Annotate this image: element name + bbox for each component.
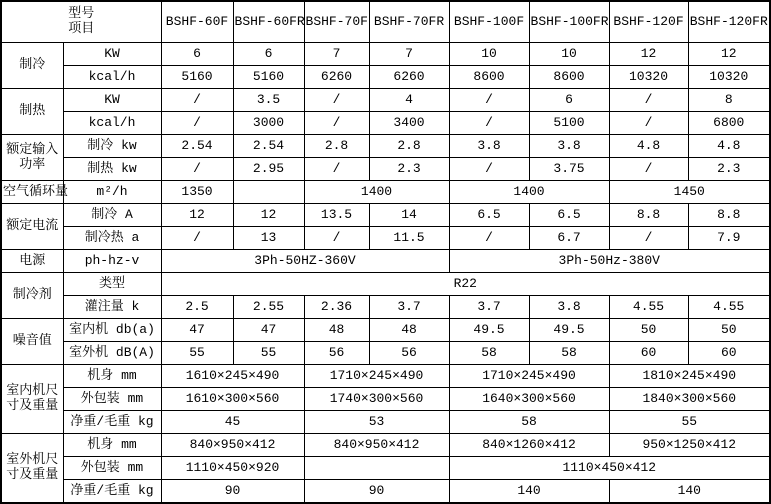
rated-input-label-line2: 功率 <box>19 156 46 172</box>
value-cell: 12 <box>609 43 688 66</box>
value-cell: 3.8 <box>529 296 609 319</box>
value-cell: 3Ph-50Hz-380V <box>449 250 770 273</box>
value-cell: 58 <box>449 411 609 434</box>
value-cell: / <box>449 227 529 250</box>
value-cell: 90 <box>161 480 304 504</box>
value-cell: / <box>161 158 233 181</box>
value-cell <box>304 457 449 480</box>
value-cell: 1640×300×560 <box>449 388 609 411</box>
unit-label: 制冷热 a <box>63 227 161 250</box>
value-cell: 11.5 <box>369 227 449 250</box>
value-cell: 5160 <box>233 66 304 89</box>
value-cell: 2.3 <box>688 158 770 181</box>
value-cell: 60 <box>688 342 770 365</box>
model-header: BSHF-100FR <box>529 1 609 43</box>
unit-label: kcal/h <box>63 66 161 89</box>
corner-item-label: 项目 <box>68 21 95 36</box>
indoor-weight-row <box>1 411 770 434</box>
unit-label: 室外机 dB(A) <box>63 342 161 365</box>
header-row <box>1 1 770 43</box>
value-cell: 3Ph-50HZ-360V <box>161 250 449 273</box>
unit-label: KW <box>63 43 161 66</box>
group-label-rated-input-power <box>1 135 63 181</box>
value-cell: 4 <box>369 89 449 112</box>
value-cell: 4.55 <box>609 296 688 319</box>
rated-input-heating-row <box>1 158 770 181</box>
value-cell: 6260 <box>304 66 369 89</box>
model-header: BSHF-60F <box>161 1 233 43</box>
rated-current-cooling-heating-row <box>1 227 770 250</box>
refrigerant-type-row <box>1 273 770 296</box>
group-label-outdoor-unit-size-weight <box>1 434 63 504</box>
value-cell: / <box>161 112 233 135</box>
value-cell: 7 <box>369 43 449 66</box>
value-cell: 8600 <box>449 66 529 89</box>
corner-model-label: 型号 <box>68 6 95 22</box>
model-header: BSHF-120FR <box>688 1 770 43</box>
value-cell: 6260 <box>369 66 449 89</box>
value-cell: 3000 <box>233 112 304 135</box>
unit-label: 外包装 mm <box>63 388 161 411</box>
indoor-body-row <box>1 365 770 388</box>
unit-label: 室内机 db(a) <box>63 319 161 342</box>
value-cell: 47 <box>233 319 304 342</box>
indoor-unit-label-line1: 室内机尺 <box>6 383 59 399</box>
value-cell: 1710×245×490 <box>304 365 449 388</box>
value-cell: / <box>304 227 369 250</box>
group-label-rated-current: 额定电流 <box>1 204 63 250</box>
value-cell: 140 <box>449 480 609 504</box>
value-cell: 49.5 <box>449 319 529 342</box>
value-cell: 3.7 <box>369 296 449 319</box>
value-cell: R22 <box>161 273 770 296</box>
indoor-packing-row <box>1 388 770 411</box>
value-cell: 6 <box>161 43 233 66</box>
outdoor-unit-label-line2: 寸及重量 <box>6 467 59 482</box>
unit-label: ph-hz-v <box>63 250 161 273</box>
rated-current-cooling-row <box>1 204 770 227</box>
unit-label: 制冷 kw <box>63 135 161 158</box>
outdoor-body-row <box>1 434 770 457</box>
value-cell: 1400 <box>304 181 449 204</box>
outdoor-weight-row <box>1 480 770 504</box>
value-cell: 840×950×412 <box>304 434 449 457</box>
value-cell: 53 <box>304 411 449 434</box>
value-cell: 50 <box>609 319 688 342</box>
value-cell: 48 <box>369 319 449 342</box>
value-cell: 60 <box>609 342 688 365</box>
group-label-refrigerant: 制冷剂 <box>1 273 63 319</box>
value-cell: / <box>449 89 529 112</box>
value-cell: / <box>609 112 688 135</box>
value-cell: 10320 <box>688 66 770 89</box>
unit-label: KW <box>63 89 161 112</box>
value-cell: 13 <box>233 227 304 250</box>
heating-kcal-row <box>1 112 770 135</box>
value-cell: 2.5 <box>161 296 233 319</box>
air-circulation-row <box>1 181 770 204</box>
model-header: BSHF-60FR <box>233 1 304 43</box>
value-cell: 12 <box>688 43 770 66</box>
value-cell: 2.8 <box>304 135 369 158</box>
value-cell: 58 <box>529 342 609 365</box>
value-cell: 5100 <box>529 112 609 135</box>
group-label-heating: 制热 <box>1 89 63 135</box>
rated-input-label-line1: 额定输入 <box>6 141 59 157</box>
unit-label: 制冷 A <box>63 204 161 227</box>
value-cell: 140 <box>609 480 770 504</box>
value-cell: 8 <box>688 89 770 112</box>
value-cell <box>233 181 304 204</box>
value-cell: 1840×300×560 <box>609 388 770 411</box>
noise-outdoor-row <box>1 342 770 365</box>
value-cell: 4.55 <box>688 296 770 319</box>
value-cell: 840×1260×412 <box>449 434 609 457</box>
value-cell: / <box>609 158 688 181</box>
group-label-air-circulation: 空气循环量 <box>1 181 63 204</box>
value-cell: / <box>449 112 529 135</box>
value-cell: / <box>449 158 529 181</box>
power-supply-row <box>1 250 770 273</box>
value-cell: 45 <box>161 411 304 434</box>
value-cell: 12 <box>233 204 304 227</box>
value-cell: 13.5 <box>304 204 369 227</box>
value-cell: 14 <box>369 204 449 227</box>
value-cell: / <box>609 227 688 250</box>
value-cell: 3400 <box>369 112 449 135</box>
value-cell: 56 <box>304 342 369 365</box>
value-cell: 6.5 <box>529 204 609 227</box>
value-cell: 10 <box>449 43 529 66</box>
value-cell: / <box>304 89 369 112</box>
value-cell: 5160 <box>161 66 233 89</box>
value-cell: 55 <box>609 411 770 434</box>
value-cell: / <box>304 158 369 181</box>
cooling-kcal-row <box>1 66 770 89</box>
unit-label: 净重/毛重 kg <box>63 411 161 434</box>
value-cell: 2.36 <box>304 296 369 319</box>
unit-label: kcal/h <box>63 112 161 135</box>
value-cell: 55 <box>233 342 304 365</box>
value-cell: 7.9 <box>688 227 770 250</box>
unit-label: 外包装 mm <box>63 457 161 480</box>
value-cell: 49.5 <box>529 319 609 342</box>
value-cell: 8.8 <box>688 204 770 227</box>
value-cell: / <box>161 227 233 250</box>
value-cell: 1450 <box>609 181 770 204</box>
value-cell: 1610×300×560 <box>161 388 304 411</box>
unit-label: m²/h <box>63 181 161 204</box>
value-cell: / <box>161 89 233 112</box>
value-cell: 2.8 <box>369 135 449 158</box>
heating-kw-row <box>1 89 770 112</box>
value-cell: 58 <box>449 342 529 365</box>
outdoor-unit-label-line1: 室外机尺 <box>6 452 59 468</box>
value-cell: 3.8 <box>529 135 609 158</box>
indoor-unit-label-line2: 寸及重量 <box>6 398 59 413</box>
value-cell: / <box>304 112 369 135</box>
value-cell: 1350 <box>161 181 233 204</box>
unit-label: 机身 mm <box>63 434 161 457</box>
value-cell: 8.8 <box>609 204 688 227</box>
value-cell: 10320 <box>609 66 688 89</box>
value-cell: 1710×245×490 <box>449 365 609 388</box>
value-cell: 7 <box>304 43 369 66</box>
value-cell: 840×950×412 <box>161 434 304 457</box>
unit-label: 净重/毛重 kg <box>63 480 161 504</box>
value-cell: 1740×300×560 <box>304 388 449 411</box>
value-cell: 50 <box>688 319 770 342</box>
group-label-noise: 噪音值 <box>1 319 63 365</box>
model-header: BSHF-70F <box>304 1 369 43</box>
value-cell: 6.5 <box>449 204 529 227</box>
value-cell: 47 <box>161 319 233 342</box>
value-cell: 1810×245×490 <box>609 365 770 388</box>
value-cell: 2.3 <box>369 158 449 181</box>
value-cell: 6800 <box>688 112 770 135</box>
unit-label: 类型 <box>63 273 161 296</box>
corner-header <box>1 1 161 43</box>
value-cell: / <box>609 89 688 112</box>
value-cell: 3.75 <box>529 158 609 181</box>
value-cell: 2.55 <box>233 296 304 319</box>
unit-label: 灌注量 k <box>63 296 161 319</box>
value-cell: 2.95 <box>233 158 304 181</box>
group-label-indoor-unit-size-weight <box>1 365 63 434</box>
group-label-power-supply: 电源 <box>1 250 63 273</box>
value-cell: 6.7 <box>529 227 609 250</box>
value-cell: 56 <box>369 342 449 365</box>
outdoor-packing-row <box>1 457 770 480</box>
value-cell: 12 <box>161 204 233 227</box>
group-label-cooling: 制冷 <box>1 43 63 89</box>
value-cell: 1110×450×412 <box>449 457 770 480</box>
value-cell: 8600 <box>529 66 609 89</box>
value-cell: 55 <box>161 342 233 365</box>
value-cell: 3.5 <box>233 89 304 112</box>
value-cell: 1400 <box>449 181 609 204</box>
unit-label: 制热 kw <box>63 158 161 181</box>
value-cell: 1110×450×920 <box>161 457 304 480</box>
value-cell: 6 <box>233 43 304 66</box>
value-cell: 1610×245×490 <box>161 365 304 388</box>
value-cell: 3.8 <box>449 135 529 158</box>
value-cell: 3.7 <box>449 296 529 319</box>
value-cell: 2.54 <box>233 135 304 158</box>
value-cell: 950×1250×412 <box>609 434 770 457</box>
model-header: BSHF-100F <box>449 1 529 43</box>
value-cell: 10 <box>529 43 609 66</box>
unit-label: 机身 mm <box>63 365 161 388</box>
value-cell: 6 <box>529 89 609 112</box>
value-cell: 4.8 <box>688 135 770 158</box>
value-cell: 2.54 <box>161 135 233 158</box>
value-cell: 90 <box>304 480 449 504</box>
value-cell: 48 <box>304 319 369 342</box>
refrigerant-charge-row <box>1 296 770 319</box>
model-header: BSHF-70FR <box>369 1 449 43</box>
rated-input-cooling-row <box>1 135 770 158</box>
noise-indoor-row <box>1 319 770 342</box>
value-cell: 4.8 <box>609 135 688 158</box>
model-header: BSHF-120F <box>609 1 688 43</box>
cooling-kw-row <box>1 43 770 66</box>
